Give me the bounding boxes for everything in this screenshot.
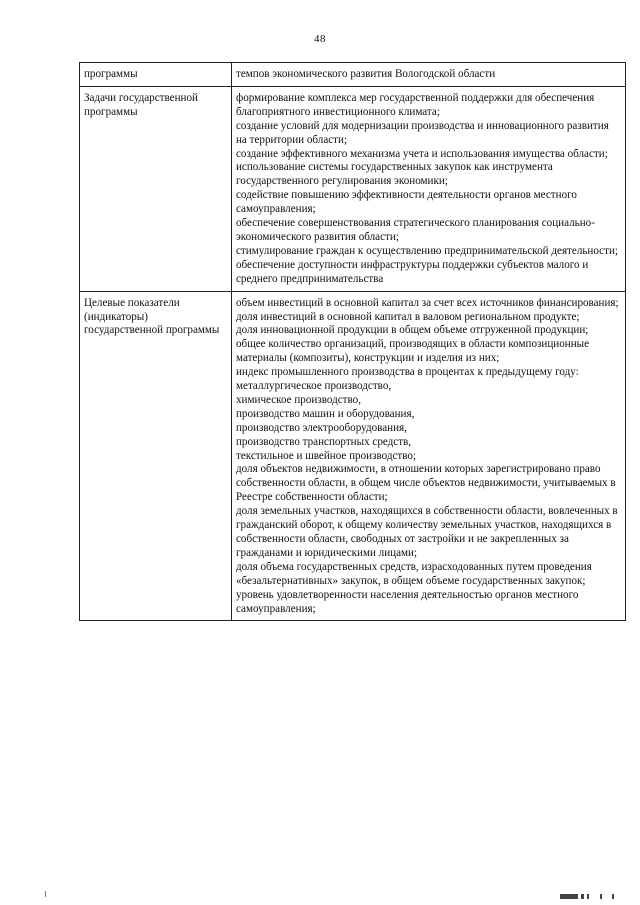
- program-passport-table: [79, 62, 626, 621]
- list-item: индекс промышленного производства в процентах к предыдущему году:: [236, 366, 579, 379]
- row-content: [232, 86, 626, 291]
- list-item: производство транспортных средств,: [236, 435, 412, 448]
- row-label: Задачи государственной программы: [80, 86, 232, 291]
- list-item: формирование комплекса мер государственной поддержки для обеспечения благоприятного инвестиционного климата;: [236, 91, 595, 118]
- row-content: [232, 291, 626, 621]
- page-number: 48: [314, 33, 326, 45]
- list-item: доля объема государственных средств, израсходованных путем проведения «безальтернативных» закупок, в общем объеме государственных закупок;: [236, 560, 592, 587]
- list-item: объем инвестиций в основной капитал за счет всех источников финансирования;: [236, 296, 619, 309]
- list-item: обеспечение совершенствования стратегического планирования социально-экономического развития области;: [236, 217, 595, 243]
- list-item: доля инновационной продукции в общем объеме отгруженной продукции;: [236, 324, 589, 337]
- list-item: производство электрооборудования,: [236, 421, 407, 434]
- table-row: [80, 86, 626, 291]
- list-item: создание эффективного механизма учета и использования имущества области;: [236, 147, 608, 160]
- list-item: содействие повышению эффективности деятельности органов местного самоуправления;: [236, 189, 577, 216]
- list-item: доля объектов недвижимости, в отношении которых зарегистрировано право собственности области, в общем числе объектов недвижимости, учитываемых в Реестре собственности области;: [236, 463, 616, 504]
- list-item: металлургическое производство,: [236, 380, 392, 393]
- list-item: создание условий для модернизации производства и инновационного развития на территории области;: [236, 119, 609, 146]
- row-label: Целевые показатели (индикаторы) государственной программы: [80, 291, 232, 621]
- list-item: темпов экономического развития Вологодской области: [236, 68, 496, 80]
- list-item: производство машин и оборудования,: [236, 407, 415, 420]
- scan-artifact: [560, 893, 620, 899]
- row-content: [232, 63, 626, 87]
- table-row: [80, 63, 626, 87]
- table-row: [80, 291, 626, 621]
- list-item: уровень удовлетворенности населения деятельностью органов местного самоуправления;: [236, 588, 579, 615]
- row-label: программы: [80, 63, 232, 87]
- scan-artifact: [45, 891, 46, 897]
- list-item: стимулирование граждан к осуществлению предпринимательской деятельности;: [236, 244, 618, 257]
- list-item: текстильное и швейное производство;: [236, 449, 417, 462]
- list-item: доля инвестиций в основной капитал в валовом региональном продукте;: [236, 310, 580, 323]
- list-item: химическое производство,: [236, 393, 361, 406]
- list-item: обеспечение доступности инфраструктуры поддержки субъектов малого и среднего предпринимательства: [236, 258, 589, 285]
- list-item: доля земельных участков, находящихся в собственности области, вовлеченных в гражданский оборот, к общему количеству земельных участков, находящихся в собственности области, свободных от застройки и не закрепленных за гражданами и юридическими лицами;: [236, 505, 618, 559]
- list-item: общее количество организаций, производящих в области композиционные материалы (композиты), конструкции и изделия из них;: [236, 338, 590, 365]
- list-item: использование системы государственных закупок как инструмента государственного регулирования экономики;: [236, 161, 553, 188]
